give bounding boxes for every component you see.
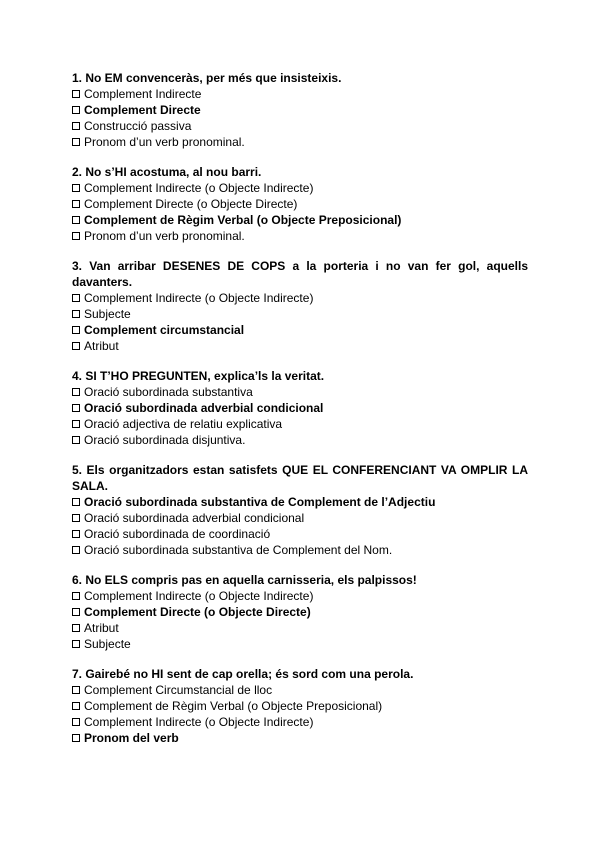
option-label: Subjecte [84, 637, 131, 651]
question-title: 6. No ELS compris pas en aquella carnisseria, els palpissos! [72, 573, 417, 587]
question-title: 7. Gairebé no HI sent de cap orella; és sord com una perola. [72, 667, 414, 681]
option-label: Oració subordinada de coordinació [84, 527, 271, 541]
checkbox-icon[interactable] [72, 530, 80, 538]
question-6 [72, 572, 528, 652]
option[interactable] [72, 290, 528, 306]
checkbox-icon[interactable] [72, 498, 80, 506]
option-label: Complement de Règim Verbal (o Objecte Preposicional) [84, 213, 402, 227]
option-correct[interactable] [72, 212, 528, 228]
option-label: Complement Indirecte (o Objecte Indirecte) [84, 715, 314, 729]
option-label: Oració subordinada substantiva [84, 385, 253, 399]
option[interactable] [72, 620, 528, 636]
question-5 [72, 462, 528, 558]
option[interactable] [72, 86, 528, 102]
quiz-document [72, 70, 528, 760]
checkbox-icon[interactable] [72, 342, 80, 350]
option-label: Complement Directe (o Objecte Directe) [84, 605, 311, 619]
option-label: Complement Indirecte (o Objecte Indirecte) [84, 181, 314, 195]
question-2 [72, 164, 528, 244]
option-correct[interactable] [72, 730, 528, 746]
checkbox-icon[interactable] [72, 138, 80, 146]
option-label: Complement Indirecte [84, 87, 202, 101]
option[interactable] [72, 526, 528, 542]
option[interactable] [72, 432, 528, 448]
option-correct[interactable] [72, 494, 528, 510]
question-title: 4. SI T’HO PREGUNTEN, explica’ls la veritat. [72, 369, 325, 383]
option-label: Pronom del verb [84, 731, 179, 745]
checkbox-icon[interactable] [72, 326, 80, 334]
option[interactable] [72, 588, 528, 604]
checkbox-icon[interactable] [72, 592, 80, 600]
checkbox-icon[interactable] [72, 624, 80, 632]
checkbox-icon[interactable] [72, 718, 80, 726]
option-label: Complement Directe [84, 103, 201, 117]
checkbox-icon[interactable] [72, 514, 80, 522]
question-3 [72, 258, 528, 354]
option-label: Oració subordinada disjuntiva. [84, 433, 246, 447]
option-label: Oració subordinada adverbial condicional [84, 511, 305, 525]
option[interactable] [72, 682, 528, 698]
checkbox-icon[interactable] [72, 200, 80, 208]
checkbox-icon[interactable] [72, 106, 80, 114]
option-label: Pronom d’un verb pronominal. [84, 229, 245, 243]
checkbox-icon[interactable] [72, 294, 80, 302]
checkbox-icon[interactable] [72, 216, 80, 224]
option[interactable] [72, 228, 528, 244]
option[interactable] [72, 542, 528, 558]
checkbox-icon[interactable] [72, 546, 80, 554]
checkbox-icon[interactable] [72, 420, 80, 428]
option[interactable] [72, 384, 528, 400]
option[interactable] [72, 510, 528, 526]
option-label: Construcció passiva [84, 119, 192, 133]
checkbox-icon[interactable] [72, 702, 80, 710]
checkbox-icon[interactable] [72, 388, 80, 396]
option-label: Oració adjectiva de relatiu explicativa [84, 417, 283, 431]
question-4 [72, 368, 528, 448]
checkbox-icon[interactable] [72, 734, 80, 742]
option-label: Oració subordinada substantiva de Complement del Nom. [84, 543, 393, 557]
option-label: Subjecte [84, 307, 131, 321]
option[interactable] [72, 306, 528, 322]
option[interactable] [72, 118, 528, 134]
question-1 [72, 70, 528, 150]
option-label: Complement Circumstancial de lloc [84, 683, 273, 697]
option-label: Complement Indirecte (o Objecte Indirecte) [84, 589, 314, 603]
checkbox-icon[interactable] [72, 404, 80, 412]
option-label: Atribut [84, 621, 119, 635]
option-label: Oració subordinada substantiva de Complement de l’Adjectiu [84, 495, 436, 509]
option[interactable] [72, 180, 528, 196]
option[interactable] [72, 196, 528, 212]
option-label: Complement Directe (o Objecte Directe) [84, 197, 298, 211]
checkbox-icon[interactable] [72, 310, 80, 318]
option-label: Complement Indirecte (o Objecte Indirecte) [84, 291, 314, 305]
checkbox-icon[interactable] [72, 90, 80, 98]
question-title: 1. No EM convenceràs, per més que insisteixis. [72, 71, 342, 85]
option-correct[interactable] [72, 604, 528, 620]
checkbox-icon[interactable] [72, 436, 80, 444]
option[interactable] [72, 714, 528, 730]
question-title: 2. No s’HI acostuma, al nou barri. [72, 165, 262, 179]
checkbox-icon[interactable] [72, 686, 80, 694]
checkbox-icon[interactable] [72, 184, 80, 192]
option[interactable] [72, 134, 528, 150]
option-label: Pronom d’un verb pronominal. [84, 135, 245, 149]
option-label: Atribut [84, 339, 119, 353]
checkbox-icon[interactable] [72, 608, 80, 616]
option-label: Complement de Règim Verbal (o Objecte Preposicional) [84, 699, 383, 713]
option-correct[interactable] [72, 102, 528, 118]
option-correct[interactable] [72, 400, 528, 416]
option[interactable] [72, 338, 528, 354]
question-title: 3. Van arribar DESENES DE COPS a la porteria i no van fer gol, aquells davanters. [72, 259, 528, 289]
option-label: Complement circumstancial [84, 323, 245, 337]
option[interactable] [72, 416, 528, 432]
option-correct[interactable] [72, 322, 528, 338]
checkbox-icon[interactable] [72, 640, 80, 648]
question-7 [72, 666, 528, 746]
checkbox-icon[interactable] [72, 122, 80, 130]
option[interactable] [72, 698, 528, 714]
checkbox-icon[interactable] [72, 232, 80, 240]
question-title: 5. Els organitzadors estan satisfets QUE EL CONFERENCIANT VA OMPLIR LA SALA. [72, 463, 528, 493]
option[interactable] [72, 636, 528, 652]
option-label: Oració subordinada adverbial condicional [84, 401, 324, 415]
